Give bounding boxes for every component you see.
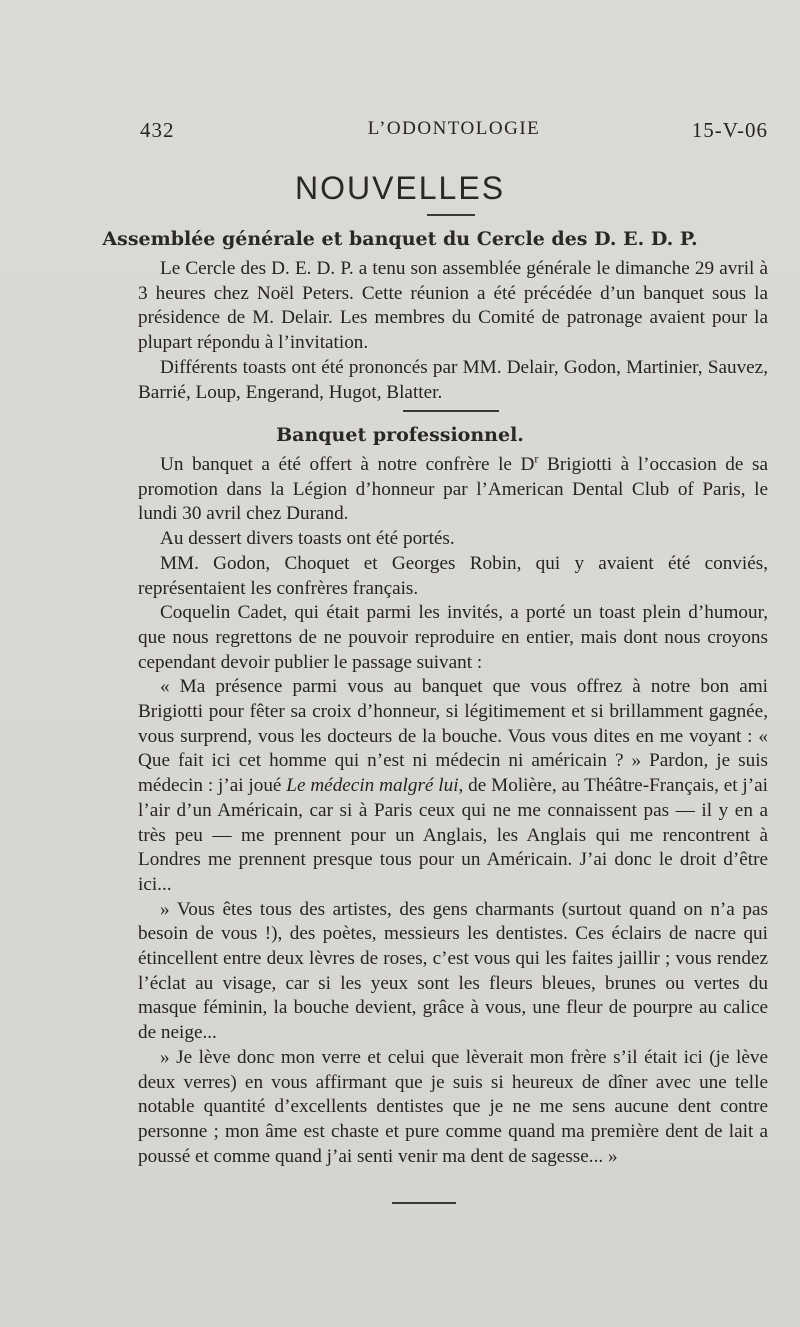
page-number: 432 <box>140 118 175 142</box>
title-rule <box>427 214 475 216</box>
article-2-paragraph: » Vous êtes tous des artistes, des gens charmants (surtout quand on n’a pas besoin de vous !), des poètes, messieurs les dentistes. Ces éclairs de nacre qui étincellent entre deux lèvres de roses, c’est vous qui les faites jaillir ; vous rendez l’éclat au visage, car si les yeux sont les fleurs bleues, brunes ou vertes du masque féminin, la bouche devient, grâce à vous, une fleur de pourpre au calice de neige... <box>138 898 768 1044</box>
article-2-paragraph: Un banquet a été offert à notre confrère le $D^r$ Brigiotti à l’occasion de sa promotion dans la Légion d’honneur par l’American Dental Club of Paris, le lundi 30 avril chez Durand. <box>138 451 768 525</box>
article-1-paragraph: Différents toasts ont été prononcés par MM. Delair, Godon, Martinier, Sauvez, Barrié, Loup, Engerand, Hugot, Blatter. <box>138 356 768 403</box>
article-2-paragraph: Coquelin Cadet, qui était parmi les invités, a porté un toast plein d’humour, que nous regrettons de ne pouvoir reproduire en entier, mais dont nous croyons cependant devoir publier le passage suivant : <box>138 602 768 673</box>
article-1-body <box>138 257 768 405</box>
article-2-paragraph: » Je lève donc mon verre et celui que lèverait mon frère s’il était ici (je lève deux verres) en vous affirmant que je suis si heureux de dîner avec une telle notable quantité d’excellents dentistes que je ne me sens aucune dent contre personne ; mon âme est chaste et pure comme quand ma première dent de lait a poussé et comme quand j’ai senti venir ma dent de sagesse... » <box>138 1046 768 1167</box>
article-2-title: Banquet professionnel. <box>276 424 524 446</box>
article-2-paragraph: MM. Godon, Choquet et Georges Robin, qui y avaient été conviés, représentaient les confrères français. <box>138 552 768 599</box>
running-header <box>140 118 768 148</box>
article-2-paragraph: « Ma présence parmi vous au banquet que vous offrez à notre bon ami Brigiotti pour fêter sa croix d’honneur, si légitimement et si brillamment gagnée, vous surprend, vous les docteurs de la bouche. Vous vous dites en me voyant : « Que fait ici cet homme qui n’est ni médecin ni américain ? » Pardon, je suis médecin : j’ai joué Le médecin malgré lui, de Molière, au Théâtre-Français, et j’ai l’air d’un Américain, car si à Paris ceux qui ne me connaissent pas — il y en a très peu — me prennent pour un Anglais, les Anglais qui me rencontrent à Londres me prennent presque tous pour un Américain. J’ai donc le droit d’être ici... <box>138 676 768 895</box>
issue-date: 15-V-06 <box>691 118 768 142</box>
article-2-body <box>138 453 768 1169</box>
article-2-paragraph: Au dessert divers toasts ont été portés. <box>160 528 455 550</box>
section-title: NOUVELLES <box>294 170 506 206</box>
end-rule <box>392 1202 456 1204</box>
article-1-paragraph: Le Cercle des D. E. D. P. a tenu son assemblée générale le dimanche 29 avril à 3 heures chez Noël Peters. Cette réunion a été précédée d’un banquet sous la présidence de M. Delair. Les membres du Comité de patronage avaient pour la plupart répondu à l’invitation. <box>138 258 768 354</box>
article-divider <box>403 410 499 412</box>
journal-title: L’ODONTOLOGIE <box>367 118 541 139</box>
article-1-title: Assemblée générale et banquet du Cercle des D. E. D. P. <box>102 228 698 250</box>
